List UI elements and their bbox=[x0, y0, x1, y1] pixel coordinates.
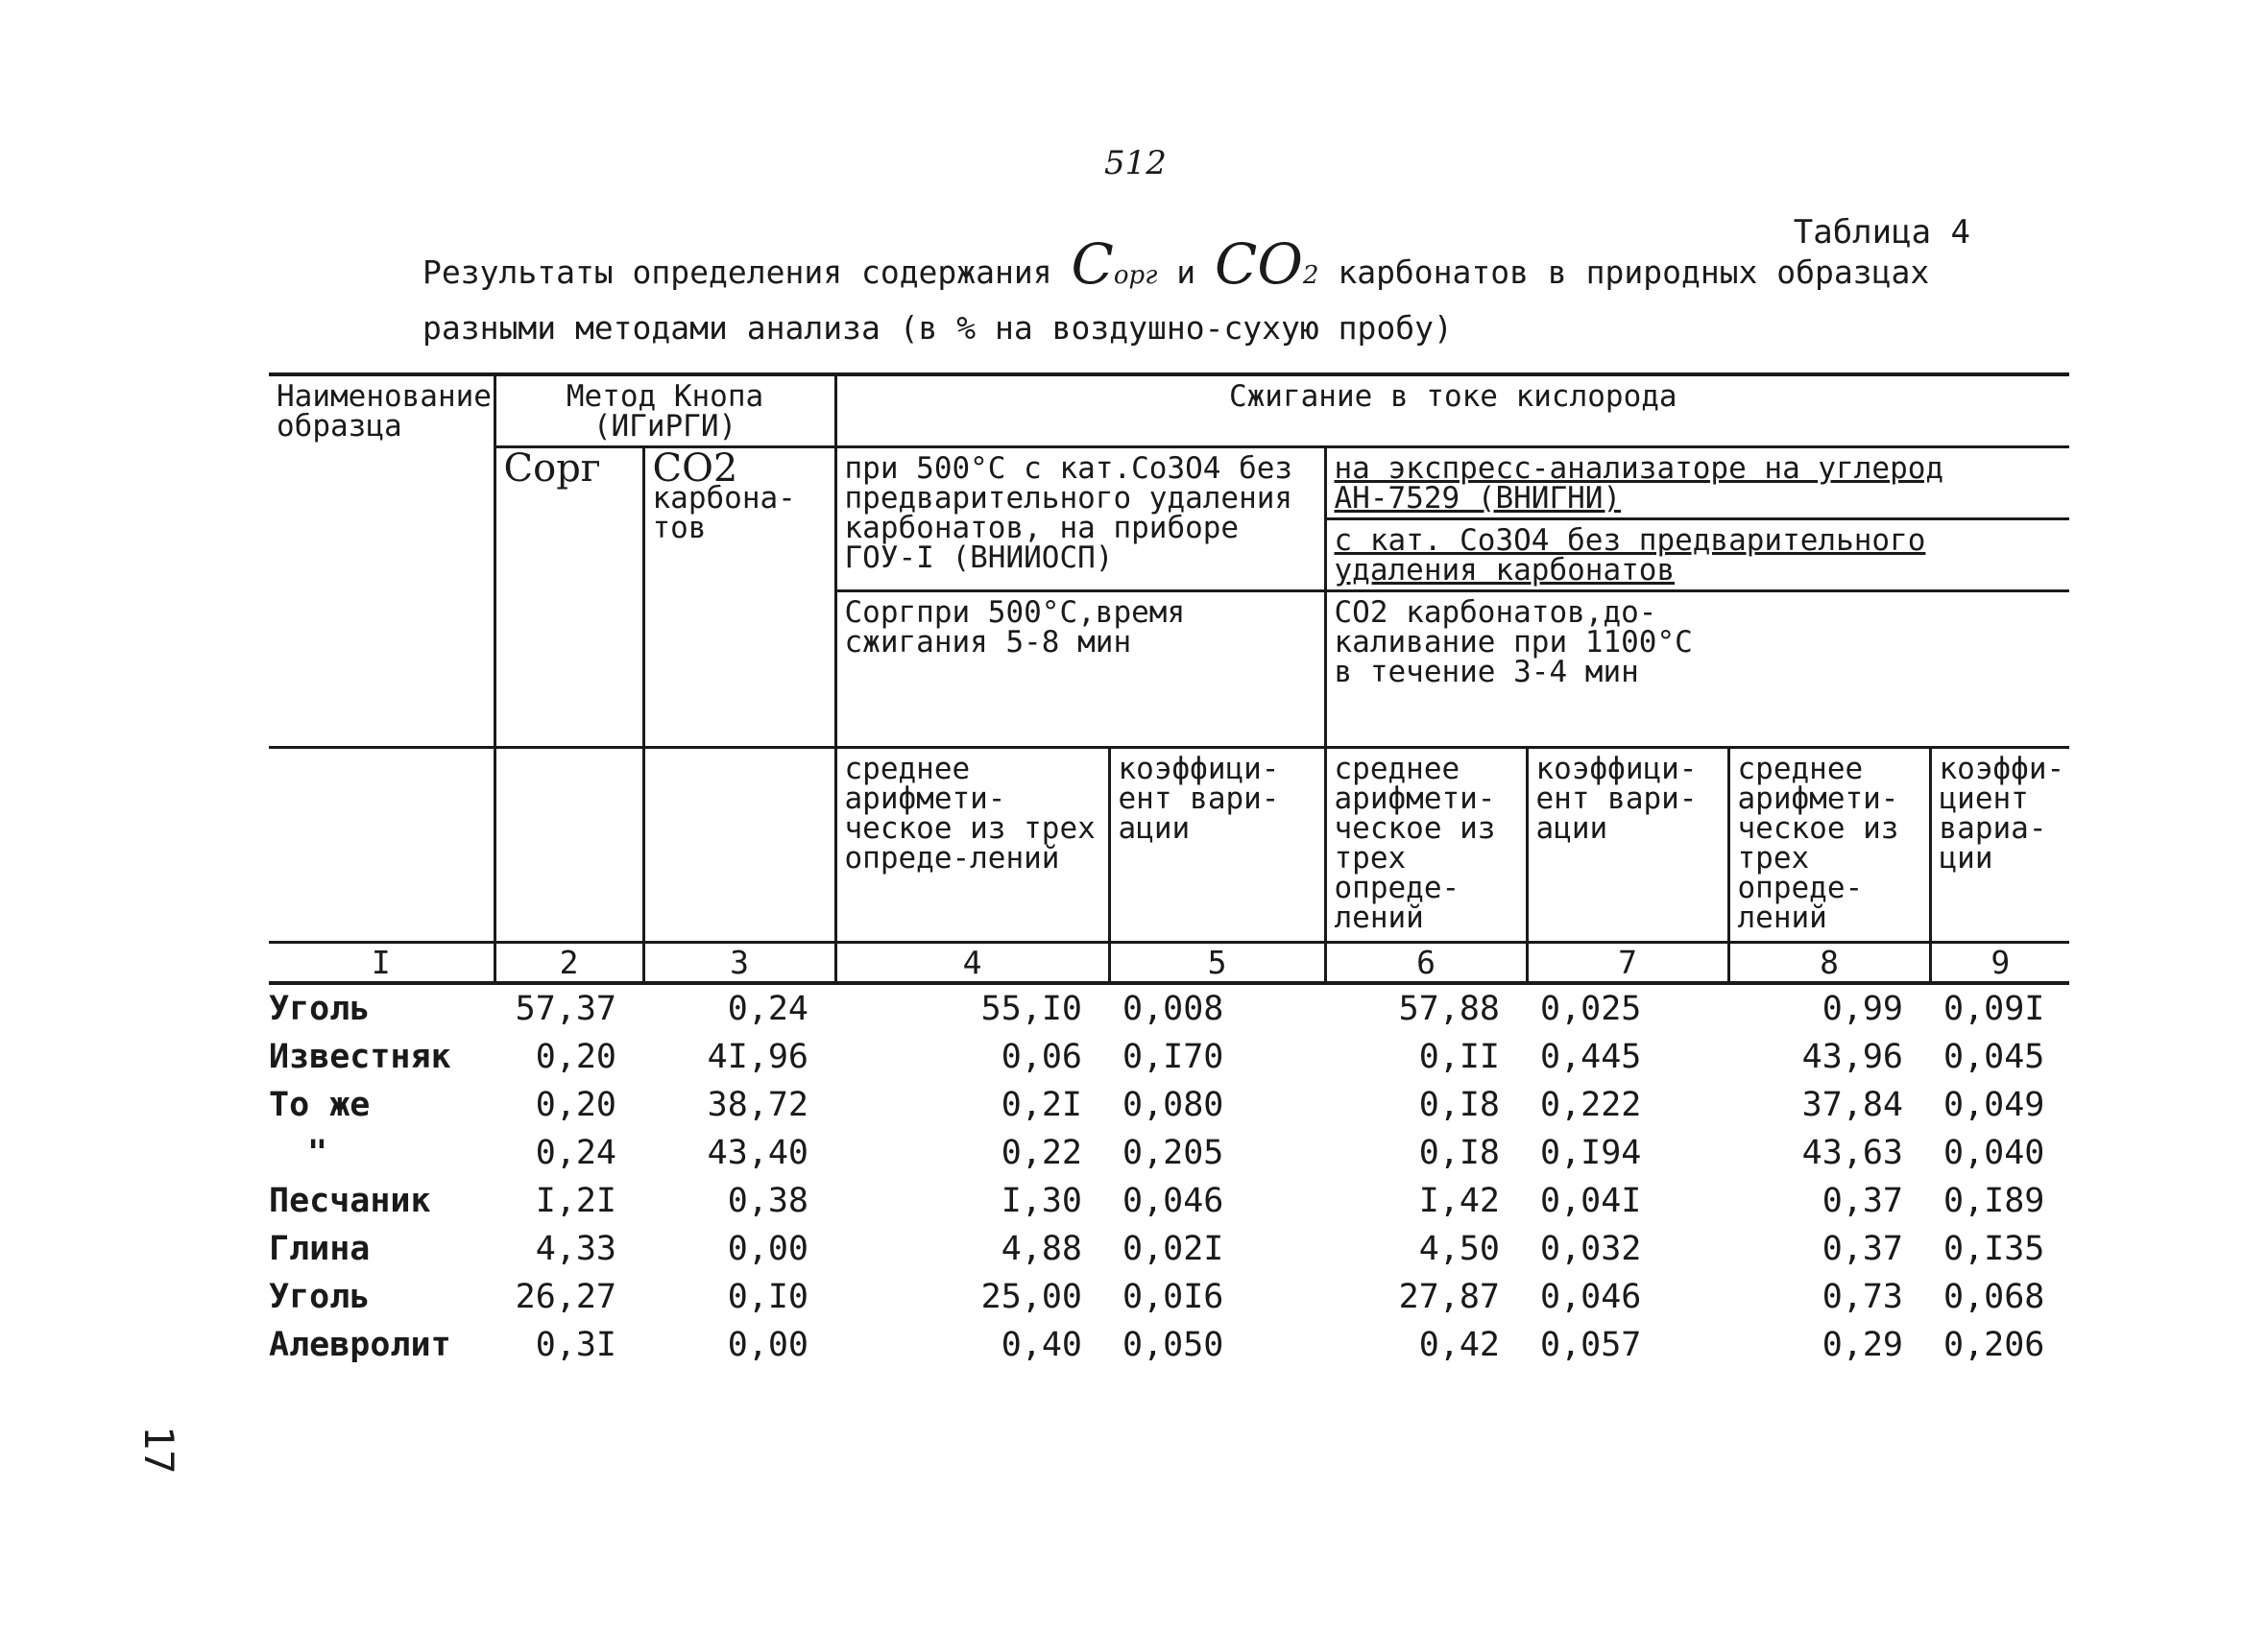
cell-value: 0,40 bbox=[1001, 1326, 1082, 1364]
header-corg-500: Cоргпри 500°С,время сжигания 5-8 мин bbox=[835, 591, 1325, 748]
column-number: 6 bbox=[1325, 943, 1527, 984]
cell-value: 25,00 bbox=[980, 1278, 1082, 1316]
header-knop-method: Метод Кнопа (ИГиРГИ) bbox=[495, 374, 835, 447]
header-corg: Cорг bbox=[495, 447, 643, 748]
cell-value: I,42 bbox=[1418, 1182, 1500, 1220]
column-number: 4 bbox=[835, 943, 1109, 984]
cell-value: I,2I bbox=[535, 1182, 616, 1220]
cell-value: 0,046 bbox=[1540, 1278, 1642, 1316]
header-sample-name: Наименование образца bbox=[269, 374, 495, 748]
cell-value: 4,88 bbox=[1001, 1230, 1082, 1268]
header-cv-col7: коэффици-ент вари-ации bbox=[1527, 748, 1728, 943]
header-co2-carbonates: CO2 карбона-тов bbox=[643, 447, 835, 748]
co2-symbol: CO2 bbox=[1214, 231, 1319, 297]
cell-value: 43,96 bbox=[1801, 1038, 1903, 1076]
cell-value: 0,I0 bbox=[727, 1278, 808, 1316]
cell-value: I,30 bbox=[1001, 1182, 1082, 1220]
cell-value: 0,I8 bbox=[1418, 1086, 1500, 1124]
table-number: Таблица 4 bbox=[1793, 213, 1970, 252]
cell-value: 0,080 bbox=[1122, 1086, 1224, 1124]
cell-value: 0,2I bbox=[1001, 1086, 1082, 1124]
sample-name: Известняк bbox=[269, 1038, 451, 1076]
corg-symbol: Cорг bbox=[1071, 231, 1158, 297]
sample-name: Глина bbox=[269, 1230, 371, 1268]
column-number: 7 bbox=[1527, 943, 1728, 984]
header-cv-col5: коэффици-ент вари-ации bbox=[1109, 748, 1325, 943]
cell-value: 0,I94 bbox=[1540, 1134, 1642, 1172]
cell-value: 38,72 bbox=[707, 1086, 808, 1124]
cell-value: 43,40 bbox=[707, 1134, 808, 1172]
cell-value: 4I,96 bbox=[707, 1038, 808, 1076]
cell-value: 0,I35 bbox=[1943, 1230, 2045, 1268]
cell-value: 0,24 bbox=[727, 990, 808, 1028]
header-mean-col4: среднее арифмети-ческое из трех опреде-лений bbox=[835, 748, 1109, 943]
cell-value: 4,33 bbox=[535, 1230, 616, 1268]
cell-value: 0,025 bbox=[1540, 990, 1642, 1028]
cell-value: 57,37 bbox=[515, 990, 616, 1028]
sample-name: Песчаник bbox=[269, 1182, 431, 1220]
sample-name: " bbox=[307, 1134, 328, 1172]
header-catalyst: с кат. Co3O4 без предварительного удаления карбонатов bbox=[1325, 519, 2069, 591]
cell-value: 0,38 bbox=[727, 1182, 808, 1220]
cell-value: 0,20 bbox=[535, 1038, 616, 1076]
cell-value: 43,63 bbox=[1801, 1134, 1903, 1172]
cell-value: 57,88 bbox=[1398, 990, 1500, 1028]
cell-value: 0,040 bbox=[1943, 1134, 2045, 1172]
cell-value: 0,II bbox=[1418, 1038, 1500, 1076]
caption-part2: карбонатов в природных образцах разными методами анализа (в % на воздушно-сухую пробу) bbox=[422, 253, 1930, 347]
header-mean-col6: среднее арифмети-ческое из трех опреде-лений bbox=[1325, 748, 1527, 943]
table-row bbox=[269, 1177, 2069, 1225]
cell-value: 26,27 bbox=[515, 1278, 616, 1316]
column-number-row bbox=[269, 943, 2069, 984]
column-number: 5 bbox=[1109, 943, 1325, 984]
cell-value: 0,045 bbox=[1943, 1038, 2045, 1076]
table-row bbox=[269, 1033, 2069, 1081]
column-number: I bbox=[269, 943, 495, 984]
column-number: 9 bbox=[1930, 943, 2069, 984]
cell-value: 0,29 bbox=[1822, 1326, 1903, 1364]
sample-name: То же bbox=[269, 1086, 371, 1124]
header-express-analyzer: на экспресс-анализаторе на углерод АН-7529 (ВНИГНИ) bbox=[1325, 447, 2069, 519]
table-row bbox=[269, 1081, 2069, 1129]
cell-value: 27,87 bbox=[1398, 1278, 1500, 1316]
cell-value: 0,222 bbox=[1540, 1086, 1642, 1124]
cell-value: 55,I0 bbox=[980, 990, 1082, 1028]
cell-value: 0,00 bbox=[727, 1326, 808, 1364]
cell-value: 0,I70 bbox=[1122, 1038, 1224, 1076]
sample-name: Уголь bbox=[269, 1278, 371, 1316]
cell-value: 0,205 bbox=[1122, 1134, 1224, 1172]
cell-value: 0,3I bbox=[535, 1326, 616, 1364]
header-cv-col9: коэффи-циент вариа-ции bbox=[1930, 748, 2069, 943]
caption-and: и bbox=[1176, 253, 1196, 291]
cell-value: 0,057 bbox=[1540, 1326, 1642, 1364]
cell-value: 0,I8 bbox=[1418, 1134, 1500, 1172]
cell-value: 0,24 bbox=[535, 1134, 616, 1172]
cell-value: 0,032 bbox=[1540, 1230, 1642, 1268]
header-method-500: при 500°С с кат.Co3O4 без предварительного удаления карбонатов, на приборе ГОУ-I (ВНИИОСП) bbox=[835, 447, 1325, 591]
cell-value: 0,37 bbox=[1822, 1182, 1903, 1220]
cell-value: 0,068 bbox=[1943, 1278, 2045, 1316]
column-number: 3 bbox=[643, 943, 835, 984]
cell-value: 0,445 bbox=[1540, 1038, 1642, 1076]
header-combustion: Сжигание в токе кислорода bbox=[835, 374, 2069, 447]
header-mean-col8: среднее арифмети-ческое из трех опреде-лений bbox=[1728, 748, 1930, 943]
cell-value: 0,02I bbox=[1122, 1230, 1224, 1268]
handwritten-page-number: 512 bbox=[1104, 144, 1167, 182]
table-row bbox=[269, 1129, 2069, 1177]
cell-value: 0,046 bbox=[1122, 1182, 1224, 1220]
cell-value: 0,20 bbox=[535, 1086, 616, 1124]
caption-part1: Результаты определения содержания bbox=[422, 253, 1052, 291]
cell-value: 0,42 bbox=[1418, 1326, 1500, 1364]
cell-value: 0,99 bbox=[1822, 990, 1903, 1028]
cell-value: 0,0I6 bbox=[1122, 1278, 1224, 1316]
table-row bbox=[269, 1273, 2069, 1321]
cell-value: 0,73 bbox=[1822, 1278, 1903, 1316]
table-row bbox=[269, 983, 2069, 1033]
cell-value: 0,04I bbox=[1540, 1182, 1642, 1220]
results-table bbox=[269, 372, 2069, 1369]
column-number: 2 bbox=[495, 943, 643, 984]
cell-value: 0,22 bbox=[1001, 1134, 1082, 1172]
table-row bbox=[269, 1225, 2069, 1273]
table-row bbox=[269, 1321, 2069, 1369]
cell-value: 0,008 bbox=[1122, 990, 1224, 1028]
cell-value: 0,37 bbox=[1822, 1230, 1903, 1268]
cell-value: 0,050 bbox=[1122, 1326, 1224, 1364]
cell-value: 37,84 bbox=[1801, 1086, 1903, 1124]
column-number: 8 bbox=[1728, 943, 1930, 984]
sample-name: Алевролит bbox=[269, 1326, 451, 1364]
cell-value: 0,049 bbox=[1943, 1086, 2045, 1124]
cell-value: 0,09I bbox=[1943, 990, 2045, 1028]
cell-value: 0,206 bbox=[1943, 1326, 2045, 1364]
cell-value: 4,50 bbox=[1418, 1230, 1500, 1268]
header-co2-1100: CO2 карбонатов,до-каливание при 1100°С в течение 3-4 мин bbox=[1325, 591, 1728, 748]
cell-value: 0,I89 bbox=[1943, 1182, 2045, 1220]
side-page-number: 17 bbox=[135, 1426, 182, 1475]
cell-value: 0,06 bbox=[1001, 1038, 1082, 1076]
cell-value: 0,00 bbox=[727, 1230, 808, 1268]
sample-name: Уголь bbox=[269, 990, 371, 1028]
